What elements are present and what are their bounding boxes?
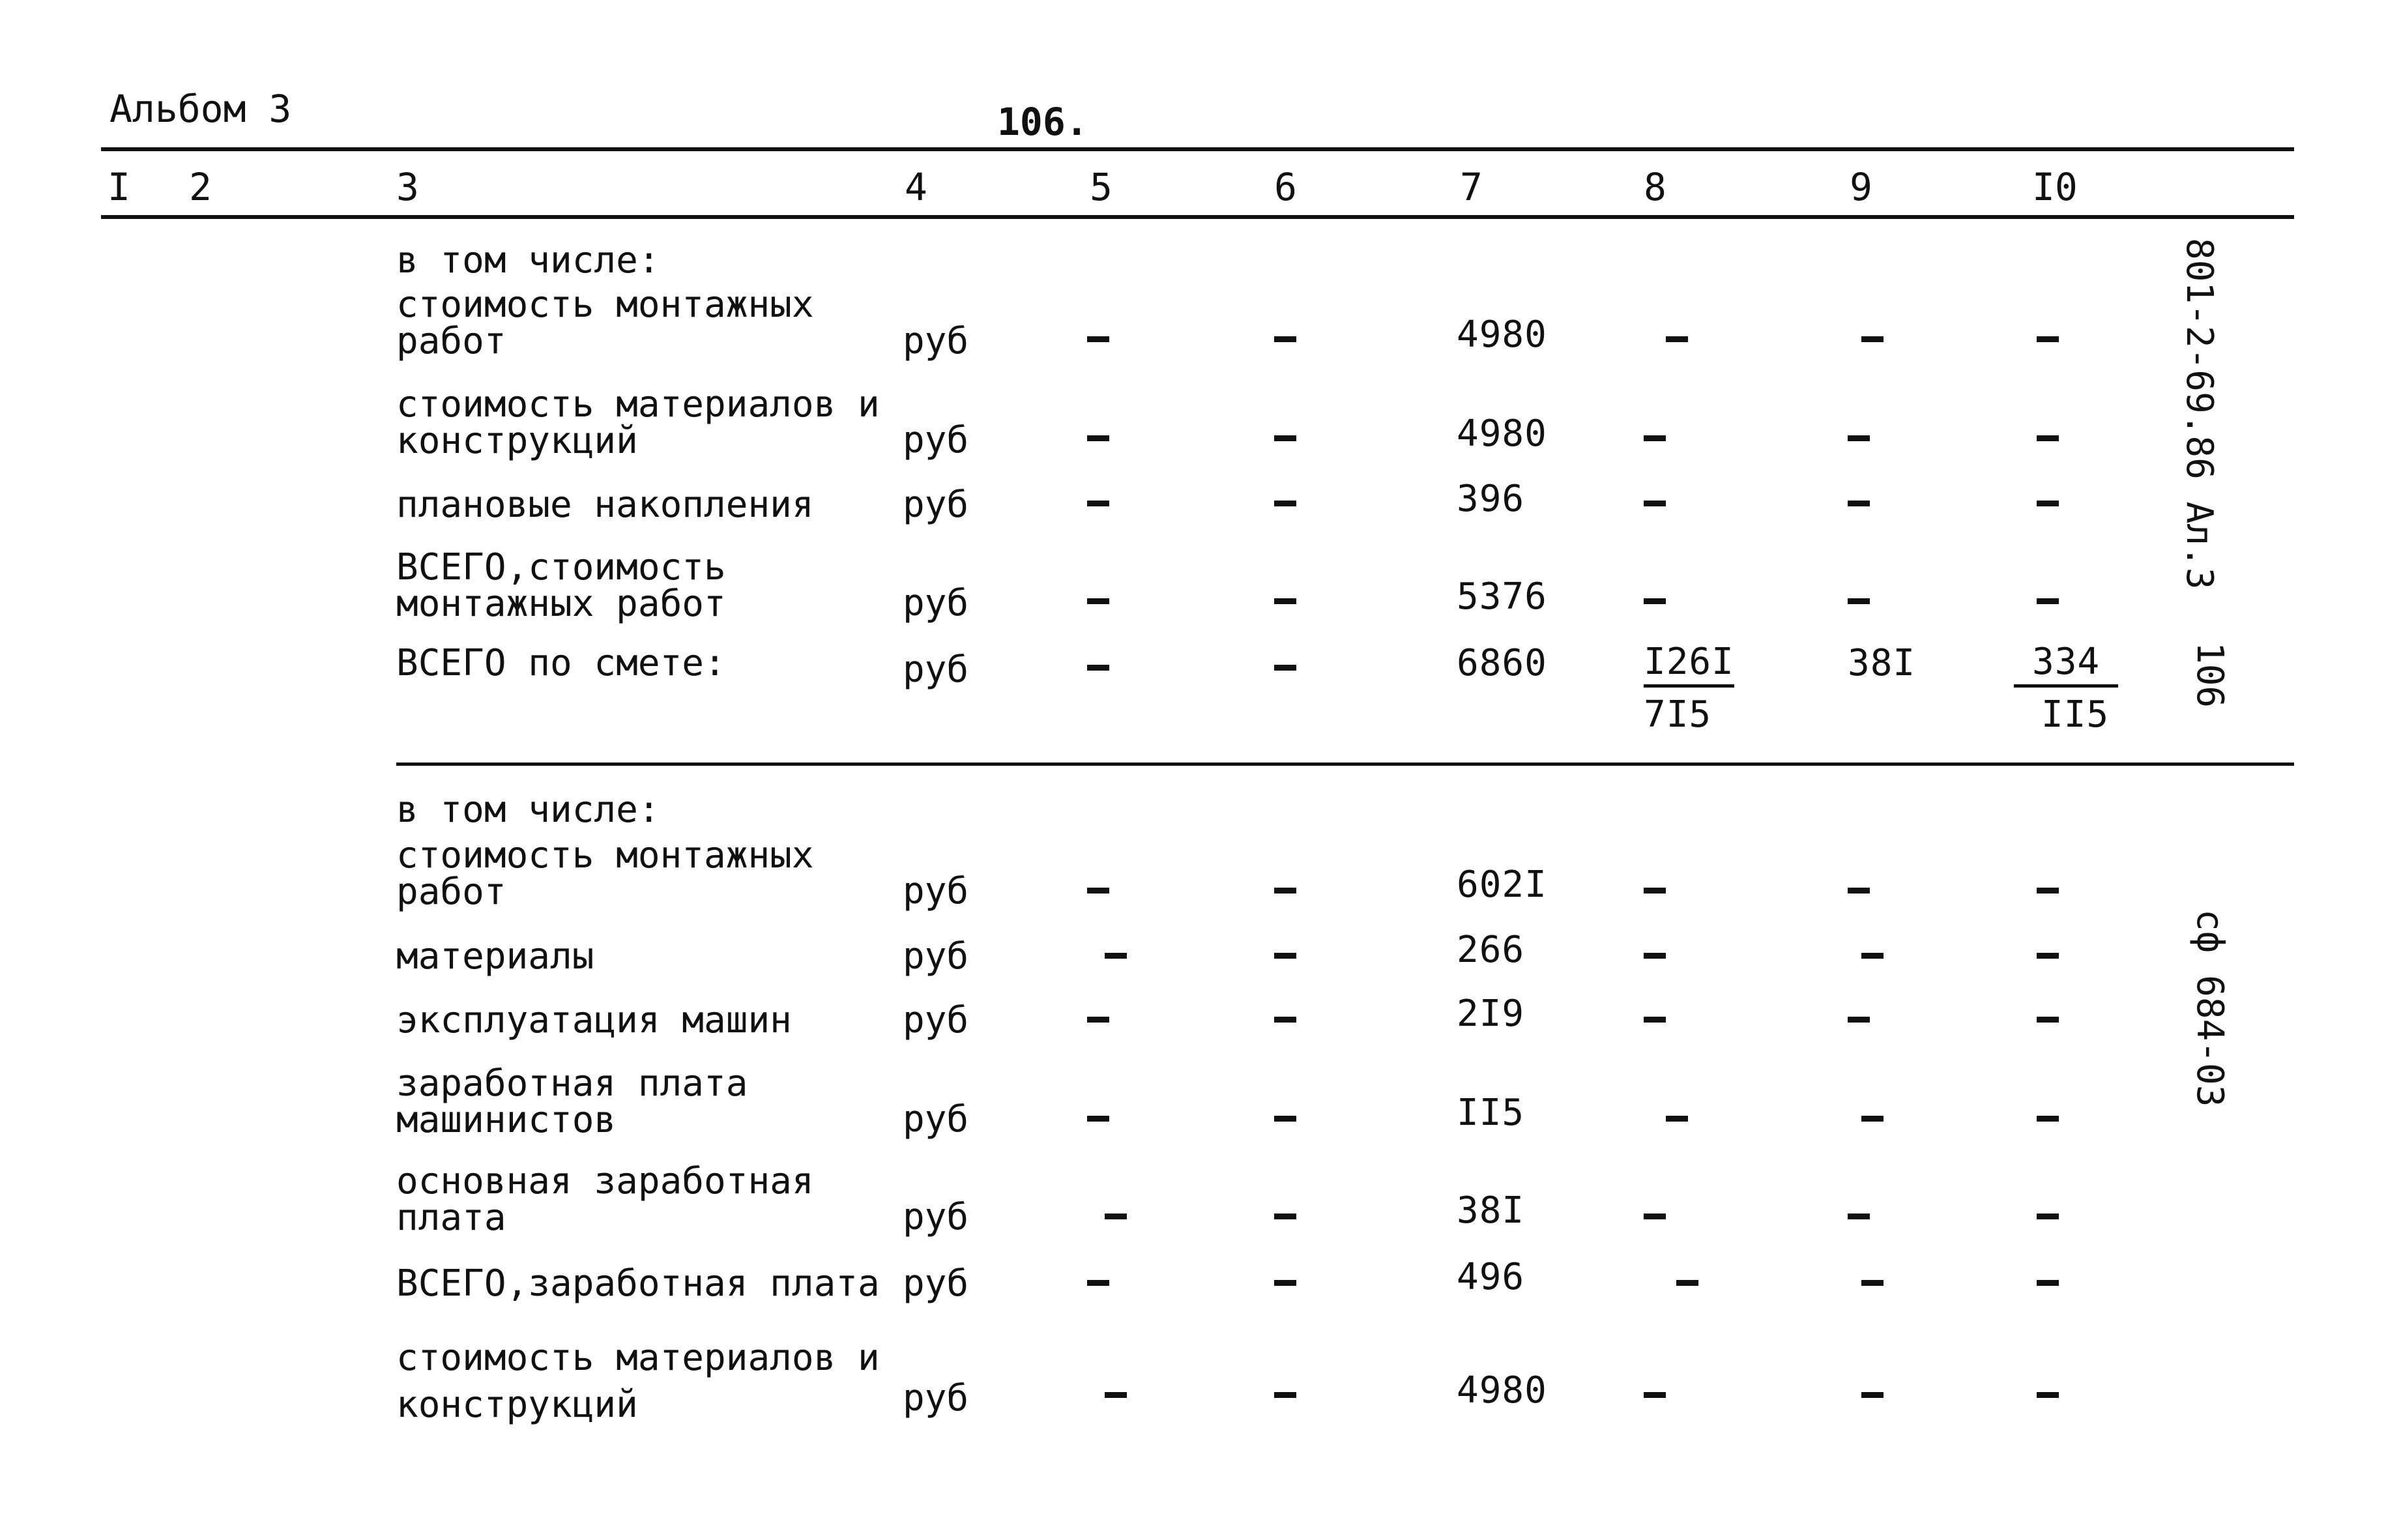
total-label: ВСЕГО по смете:: [396, 642, 726, 684]
row-label: основная заработная плата: [396, 1160, 814, 1239]
empty-dash: [2037, 953, 2059, 959]
fraction-col-10: [2014, 641, 2118, 736]
empty-dash: [1644, 1213, 1666, 1219]
empty-dash: [1087, 888, 1109, 893]
column-header-8: 8: [1644, 165, 1666, 209]
fraction-col-8: [1644, 641, 1734, 736]
empty-dash: [1274, 336, 1296, 342]
column-header-9: 9: [1850, 165, 1872, 209]
section-2-heading: в том числе:: [396, 789, 660, 831]
row-label: стоимость монтажных работ: [396, 283, 814, 362]
row-value: 38I: [1457, 1189, 1525, 1232]
album-label: Альбом 3: [109, 87, 292, 131]
row-unit: руб: [903, 1377, 969, 1419]
empty-dash: [2037, 501, 2059, 506]
row-value: 5376: [1457, 575, 1547, 618]
column-header-7: 7: [1460, 165, 1483, 209]
row-label: материалы: [396, 935, 594, 978]
empty-dash: [1274, 1392, 1296, 1398]
empty-dash: [1861, 1116, 1884, 1122]
page-number: 106.: [997, 100, 1088, 144]
empty-dash: [1274, 598, 1296, 604]
column-header-10: I0: [2032, 165, 2078, 209]
empty-dash: [2037, 435, 2059, 441]
empty-dash: [1105, 1213, 1127, 1219]
column-header-6: 6: [1274, 165, 1297, 209]
row-value: 496: [1457, 1256, 1525, 1298]
empty-dash: [1848, 598, 1870, 604]
row-label: ВСЕГО,стоимость монтажных работ: [396, 546, 726, 625]
row-label: плановые накопления: [396, 484, 814, 526]
row-label: стоимость материалов и конструкций: [396, 1337, 880, 1426]
empty-dash: [1087, 665, 1109, 671]
row-value: 602I: [1457, 864, 1547, 906]
empty-dash: [1087, 501, 1109, 506]
empty-dash: [1087, 598, 1109, 604]
empty-dash: [1087, 1116, 1109, 1122]
row-label: эксплуатация машин: [396, 999, 792, 1041]
empty-dash: [1861, 336, 1884, 342]
empty-dash: [1861, 1280, 1884, 1286]
empty-dash: [2037, 1017, 2059, 1023]
side-note-page: 106: [2189, 642, 2231, 708]
fraction-numerator: 334: [2014, 644, 2118, 688]
section-1-heading: в том числе:: [396, 239, 660, 282]
row-value: II5: [1457, 1092, 1525, 1134]
row-unit: руб: [903, 1196, 969, 1238]
row-unit: руб: [903, 935, 969, 978]
column-header-1: I: [108, 165, 130, 209]
side-note-document-code: 801-2-69.86 Ал.3: [2178, 238, 2220, 590]
row-unit: руб: [903, 1098, 969, 1140]
empty-dash: [1848, 501, 1870, 506]
empty-dash: [2037, 336, 2059, 342]
row-unit: руб: [903, 582, 969, 624]
row-label: стоимость материалов и конструкций: [396, 383, 880, 462]
empty-dash: [1274, 665, 1296, 671]
empty-dash: [2037, 1392, 2059, 1398]
empty-dash: [1274, 435, 1296, 441]
empty-dash: [1848, 888, 1870, 893]
empty-dash: [1848, 435, 1870, 441]
empty-dash: [1644, 598, 1666, 604]
total-value-col-9: 38I: [1848, 642, 1916, 684]
row-label: ВСЕГО,заработная плата: [396, 1262, 880, 1305]
empty-dash: [1676, 1280, 1698, 1286]
empty-dash: [1644, 888, 1666, 893]
row-label: заработная плата машинистов: [396, 1062, 748, 1141]
empty-dash: [1087, 435, 1109, 441]
fraction-denominator: 7I5: [1644, 693, 1712, 736]
empty-dash: [1861, 953, 1884, 959]
fraction-denominator: II5: [2041, 693, 2110, 736]
row-value: 4980: [1457, 413, 1547, 455]
row-unit: руб: [903, 1262, 969, 1305]
empty-dash: [1848, 1213, 1870, 1219]
row-value: 2I9: [1457, 993, 1525, 1035]
total-value: 6860: [1457, 642, 1547, 684]
empty-dash: [1644, 953, 1666, 959]
column-header-4: 4: [905, 165, 927, 209]
empty-dash: [2037, 1116, 2059, 1122]
empty-dash: [1087, 1017, 1109, 1023]
empty-dash: [1105, 953, 1127, 959]
empty-dash: [1666, 1116, 1688, 1122]
empty-dash: [1644, 1017, 1666, 1023]
row-unit: руб: [903, 999, 969, 1041]
empty-dash: [1105, 1392, 1127, 1398]
empty-dash: [1274, 888, 1296, 893]
row-unit: руб: [903, 419, 969, 461]
column-header-2: 2: [189, 165, 212, 209]
row-unit: руб: [903, 320, 969, 362]
row-unit: руб: [903, 484, 969, 526]
side-note-price-ref: сф 684-03: [2189, 909, 2231, 1107]
empty-dash: [2037, 888, 2059, 893]
empty-dash: [1848, 1017, 1870, 1023]
empty-dash: [1087, 1280, 1109, 1286]
header-bottom-rule: [101, 215, 2294, 219]
column-header-5: 5: [1090, 165, 1113, 209]
empty-dash: [1274, 1280, 1296, 1286]
empty-dash: [1087, 336, 1109, 342]
column-header-3: 3: [396, 165, 419, 209]
section-divider: [396, 763, 2294, 766]
empty-dash: [1274, 953, 1296, 959]
empty-dash: [2037, 1280, 2059, 1286]
row-value: 4980: [1457, 313, 1547, 356]
empty-dash: [1274, 1116, 1296, 1122]
empty-dash: [1644, 1392, 1666, 1398]
empty-dash: [1274, 501, 1296, 506]
row-value: 396: [1457, 478, 1525, 520]
empty-dash: [1274, 1017, 1296, 1023]
empty-dash: [1274, 1213, 1296, 1219]
empty-dash: [1644, 501, 1666, 506]
empty-dash: [1644, 435, 1666, 441]
row-value: 266: [1457, 929, 1525, 971]
empty-dash: [2037, 598, 2059, 604]
row-value: 4980: [1457, 1369, 1547, 1412]
empty-dash: [2037, 1213, 2059, 1219]
empty-dash: [1666, 336, 1688, 342]
fraction-numerator: I26I: [1644, 644, 1734, 688]
row-unit: руб: [903, 648, 969, 691]
row-label: стоимость монтажных работ: [396, 834, 814, 913]
row-unit: руб: [903, 870, 969, 912]
empty-dash: [1861, 1392, 1884, 1398]
header-top-rule: [101, 147, 2294, 151]
